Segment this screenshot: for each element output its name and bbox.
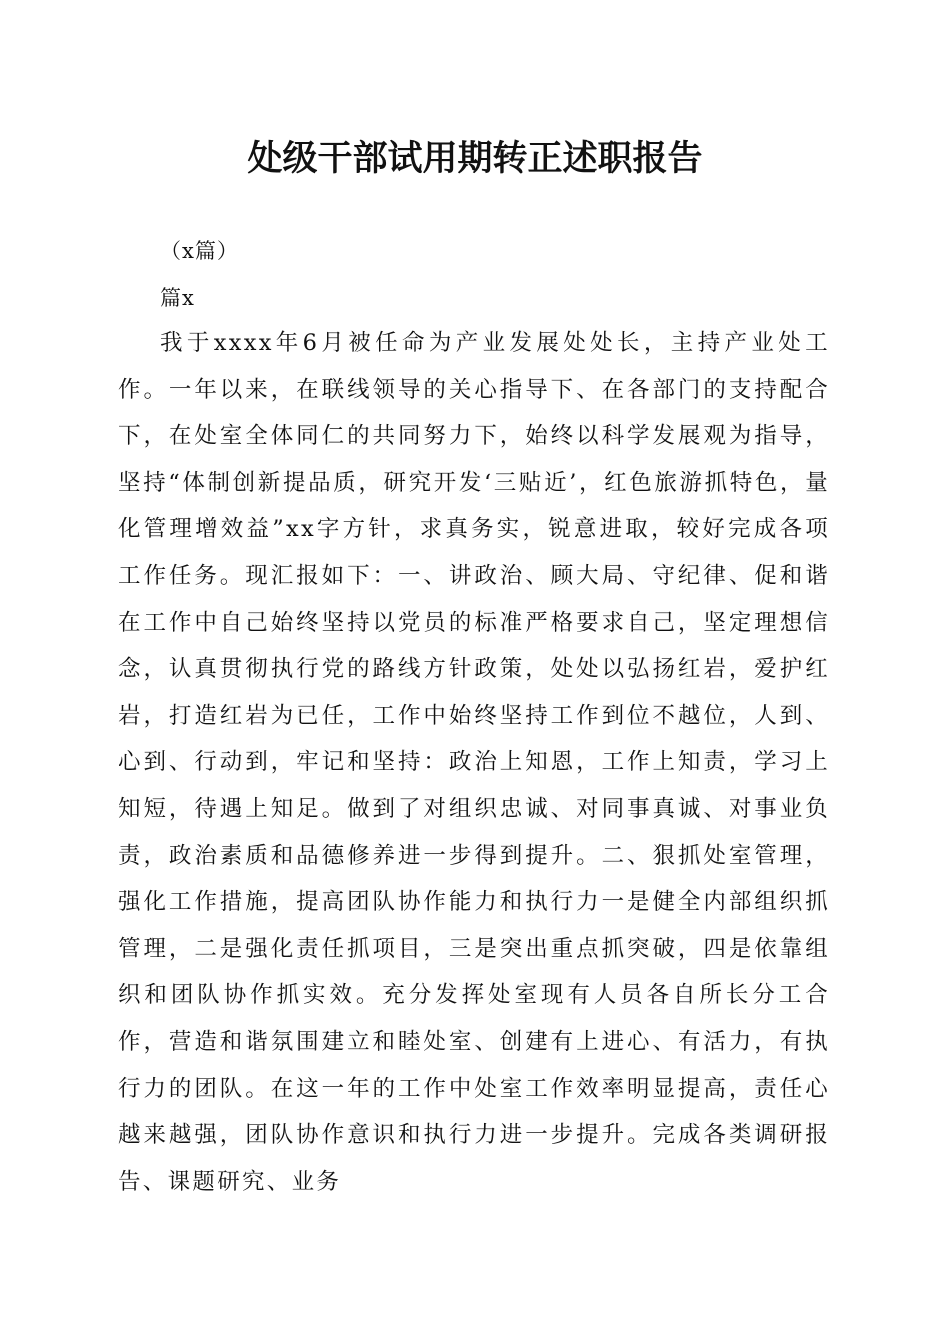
section-label: 篇x [160,286,195,310]
document-subtitle: （x篇） [160,239,239,263]
document-title: 处级干部试用期转正述职报告 [247,138,703,179]
body-paragraph: 我于xxxx年6月被任命为产业发展处处长，主持产业处工作。一年以来，在联线领导的关心指导下、在各部门的支持配合下，在处室全体同仁的共同努力下，始终以科学发展观为指导，坚持“体制创新提品质，研究开发‘三贴近’，红色旅游抓特色，量化管理增效益”xx字方针，求真务实，锐意进取，较好完成各项工作任务。现汇报如下：一、讲政治、顾大局、守纪律、促和谐在工作中自己始终坚持以党员的标准严格要求自己，坚定理想信念，认真贯彻执行党的路线方针政策，处处以弘扬红岩，爱护红岩，打造红岩为已任，工作中始终坚持工作到位不越位，人到、心到、行动到，牢记和坚持：政治上知恩，工作上知责，学习上知短，待遇上知足。做到了对组织忠诚、对同事真诚、对事业负责，政治素质和品德修养进一步得到提升。二、狠抓处室管理，强化工作措施，提高团队协作能力和执行力一是健全内部组织抓管理，二是强化责任抓项目，三是突出重点抓突破，四是依靠组织和团队协作抓实效。充分发挥处室现有人员各自所长分工合作，营造和谐氛围建立和睦处室、创建有上进心、有活力，有执行力的团队。在这一年的工作中处室工作效率明显提高，责任心越来越强，团队协作意识和执行力进一步提升。完成各类调研报告、课题研究、业务 [118,330,830,1195]
